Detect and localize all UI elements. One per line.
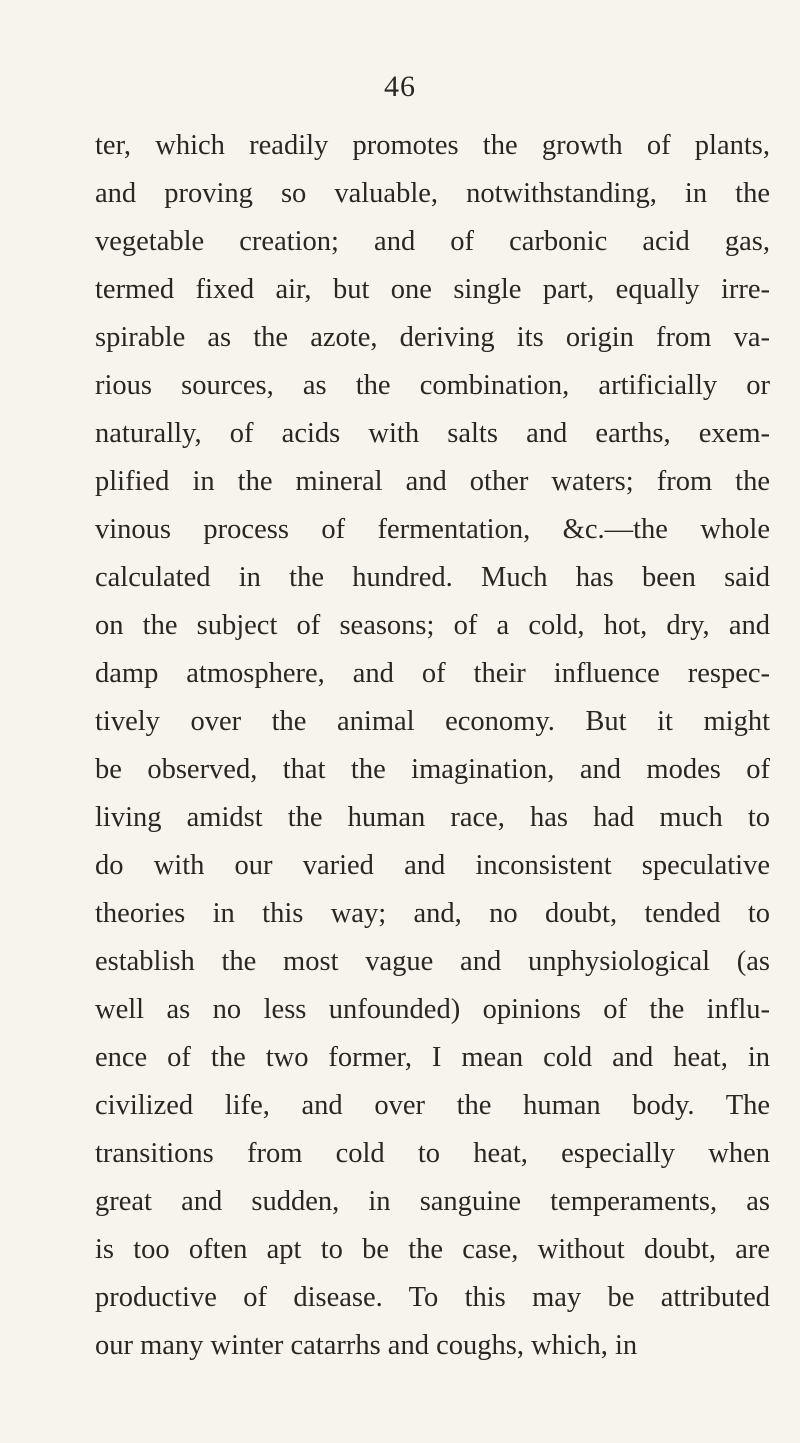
text-line: our many winter catarrhs and coughs, which, in — [95, 1330, 638, 1361]
text-line: spirable as the azote, deriving its origin from va- — [95, 322, 770, 353]
text-line: ence of the two former, I mean cold and heat, in — [95, 1042, 770, 1073]
text-line: calculated in the hundred. Much has been said — [95, 562, 770, 593]
text-line: on the subject of seasons; of a cold, hot, dry, and — [95, 610, 770, 641]
text-line: productive of disease. To this may be attributed — [95, 1282, 770, 1313]
text-line: great and sudden, in sanguine temperaments, as — [95, 1186, 770, 1217]
text-line: theories in this way; and, no doubt, tended to — [95, 898, 770, 929]
text-line: damp atmosphere, and of their influence respec- — [95, 658, 770, 689]
text-line: civilized life, and over the human body. The — [95, 1090, 770, 1121]
text-line: transitions from cold to heat, especially when — [95, 1138, 770, 1169]
text-line: vinous process of fermentation, &c.—the whole — [95, 514, 770, 545]
text-line: plified in the mineral and other waters; from the — [95, 466, 770, 497]
text-line: be observed, that the imagination, and modes of — [95, 754, 770, 785]
text-line: establish the most vague and unphysiological (as — [95, 946, 770, 977]
text-line: tively over the animal economy. But it might — [95, 706, 770, 737]
text-line: do with our varied and inconsistent speculative — [95, 850, 770, 881]
body-text — [95, 122, 770, 1370]
text-line: naturally, of acids with salts and earths, exem- — [95, 418, 770, 449]
text-line: rious sources, as the combination, artificially or — [95, 370, 770, 401]
text-line: is too often apt to be the case, without doubt, are — [95, 1234, 770, 1265]
text-line: and proving so valuable, notwithstanding, in the — [95, 178, 770, 209]
text-line: well as no less unfounded) opinions of the influ- — [95, 994, 770, 1025]
text-line: vegetable creation; and of carbonic acid gas, — [95, 226, 770, 257]
text-line: living amidst the human race, has had much to — [95, 802, 770, 833]
page-number: 46 — [384, 70, 416, 103]
text-line: ter, which readily promotes the growth of plants, — [95, 130, 770, 161]
text-line: termed fixed air, but one single part, equally irre- — [95, 274, 770, 305]
